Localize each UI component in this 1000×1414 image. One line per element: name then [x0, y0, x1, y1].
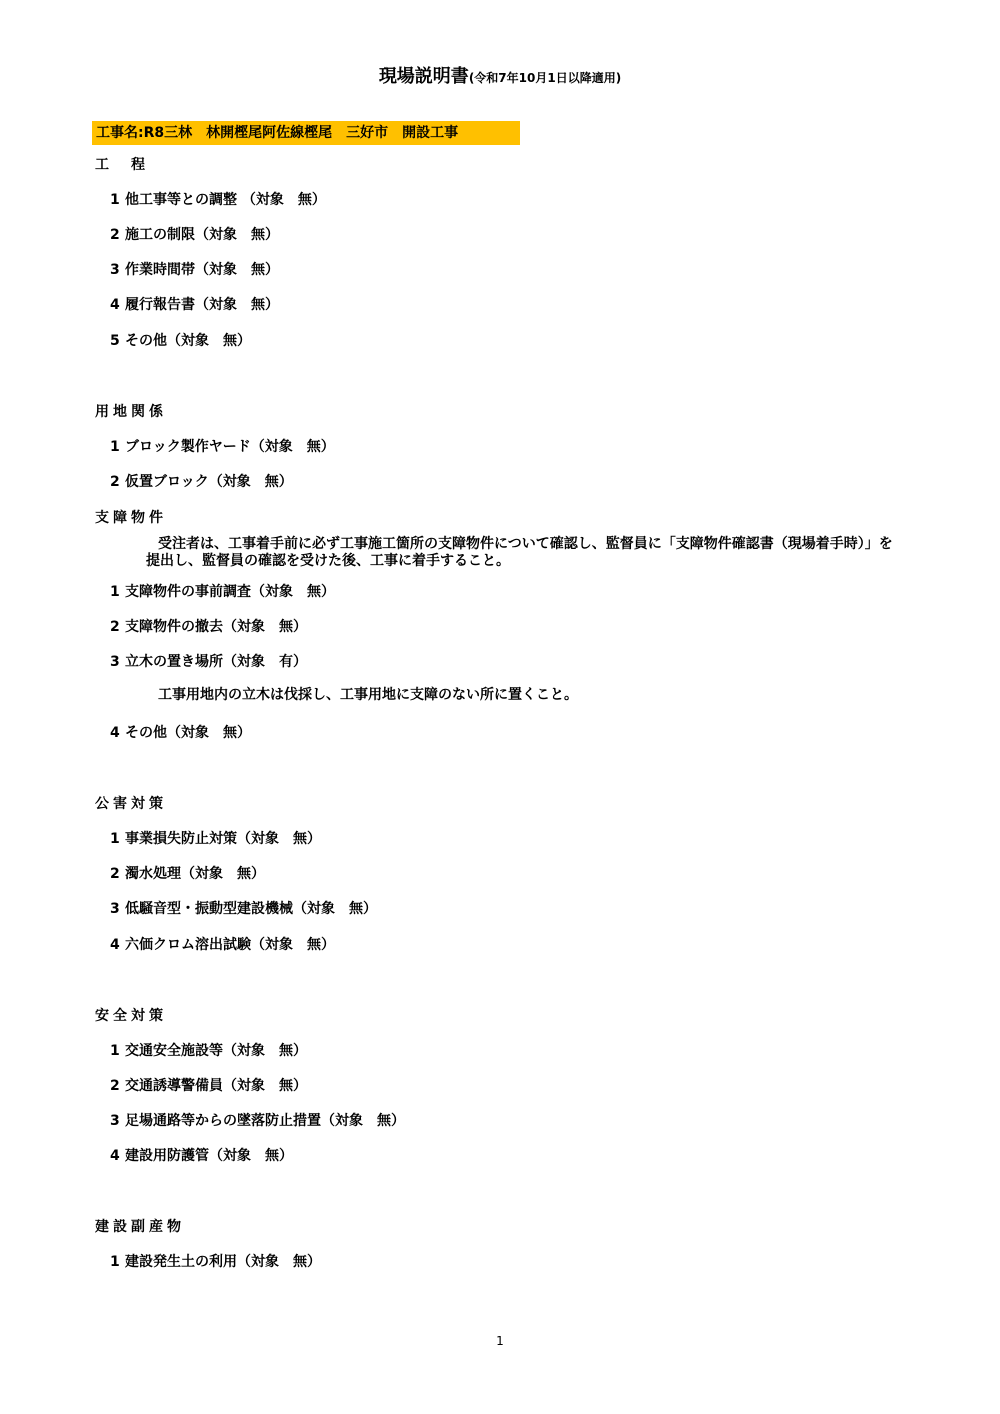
section-heading-land: 用地関係: [95, 404, 167, 420]
item-number: 1: [110, 831, 120, 847]
item-text: 六価クロム溶出試験（対象 無）: [125, 937, 335, 953]
item-number: 4: [110, 725, 120, 741]
item-text: 施工の制限（対象 無）: [125, 227, 279, 243]
item-text: 作業時間帯（対象 無）: [125, 262, 279, 278]
item-number: 2: [110, 619, 120, 635]
list-item: [110, 722, 251, 742]
list-item: [110, 259, 279, 279]
item-text: 低騒音型・振動型建設機械（対象 無）: [125, 901, 377, 917]
item-text: 他工事等との調整 （対象 無）: [125, 192, 326, 208]
list-item: [110, 934, 335, 954]
list-item: [110, 898, 377, 918]
page-number: 1: [496, 1334, 504, 1348]
item-number: 2: [110, 227, 120, 243]
item-text: 事業損失防止対策（対象 無）: [125, 831, 321, 847]
item-number: 4: [110, 297, 120, 313]
item-text: 建設用防護管（対象 無）: [125, 1148, 293, 1164]
list-item: [110, 1040, 307, 1060]
item-text: 濁水処理（対象 無）: [125, 866, 265, 882]
list-item: [110, 436, 335, 456]
section-heading-byproducts: 建設副産物: [95, 1219, 185, 1235]
item-text: 建設発生土の利用（対象 無）: [125, 1254, 321, 1270]
list-item: [110, 1145, 293, 1165]
list-item: [110, 1075, 307, 1095]
item-text: 交通安全施設等（対象 無）: [125, 1043, 307, 1059]
item-number: 1: [110, 1043, 120, 1059]
list-item: [110, 828, 321, 848]
list-item: [110, 581, 335, 601]
section-heading-obstructions: 支障物件: [95, 510, 167, 526]
title-applicability: (令和7年10月1日以降適用): [468, 71, 622, 85]
item-text: 仮置ブロック（対象 無）: [125, 474, 293, 490]
item-number: 4: [110, 937, 120, 953]
item-number: 2: [110, 474, 120, 490]
item-number: 4: [110, 1148, 120, 1164]
item-number: 1: [110, 192, 120, 208]
item-number: 1: [110, 1254, 120, 1270]
section-heading-safety: 安全対策: [95, 1008, 167, 1024]
list-item: [110, 294, 279, 314]
item-text: 足場通路等からの墜落防止措置（対象 無）: [125, 1113, 405, 1129]
item-text: その他（対象 無）: [125, 333, 251, 349]
item-number: 1: [110, 439, 120, 455]
item-number: 3: [110, 654, 120, 670]
item-text: ブロック製作ヤード（対象 無）: [125, 439, 335, 455]
item-number: 2: [110, 866, 120, 882]
item-text: 履行報告書（対象 無）: [125, 297, 279, 313]
section-heading-pollution: 公害対策: [95, 796, 167, 812]
obstruction-instructions: 受注者は、工事着手前に必ず工事施工箇所の支障物件について確認し、監督員に「支障物件確認書（現場着手時）」を提出し、監督員の確認を受けた後、工事に着手すること。: [146, 536, 893, 569]
title-main: 現場説明書: [378, 66, 469, 87]
section-heading-schedule: 工 程: [95, 157, 149, 173]
list-item: [110, 471, 293, 491]
project-name-banner: 工事名:R8三林 林開樫尾阿佐線樫尾 三好市 開設工事: [92, 121, 520, 145]
list-item: [110, 1251, 321, 1271]
item-number: 3: [110, 1113, 120, 1129]
list-item: [110, 189, 326, 209]
list-item: [110, 1110, 405, 1130]
document-title: [0, 62, 1000, 88]
item-text: 支障物件の事前調査（対象 無）: [125, 584, 335, 600]
item-text: 立木の置き場所（対象 有）: [125, 654, 307, 670]
list-item: [110, 863, 265, 883]
item-text: 支障物件の撤去（対象 無）: [125, 619, 307, 635]
list-item: [110, 330, 251, 350]
list-item: [110, 651, 307, 671]
item-number: 2: [110, 1078, 120, 1094]
item-number: 5: [110, 333, 120, 349]
item-text: その他（対象 無）: [125, 725, 251, 741]
item-number: 1: [110, 584, 120, 600]
tree-placement-note: 工事用地内の立木は伐採し、工事用地に支障のない所に置くこと。: [158, 687, 578, 703]
list-item: [110, 616, 307, 636]
item-number: 3: [110, 262, 120, 278]
item-number: 3: [110, 901, 120, 917]
item-text: 交通誘導警備員（対象 無）: [125, 1078, 307, 1094]
list-item: [110, 224, 279, 244]
